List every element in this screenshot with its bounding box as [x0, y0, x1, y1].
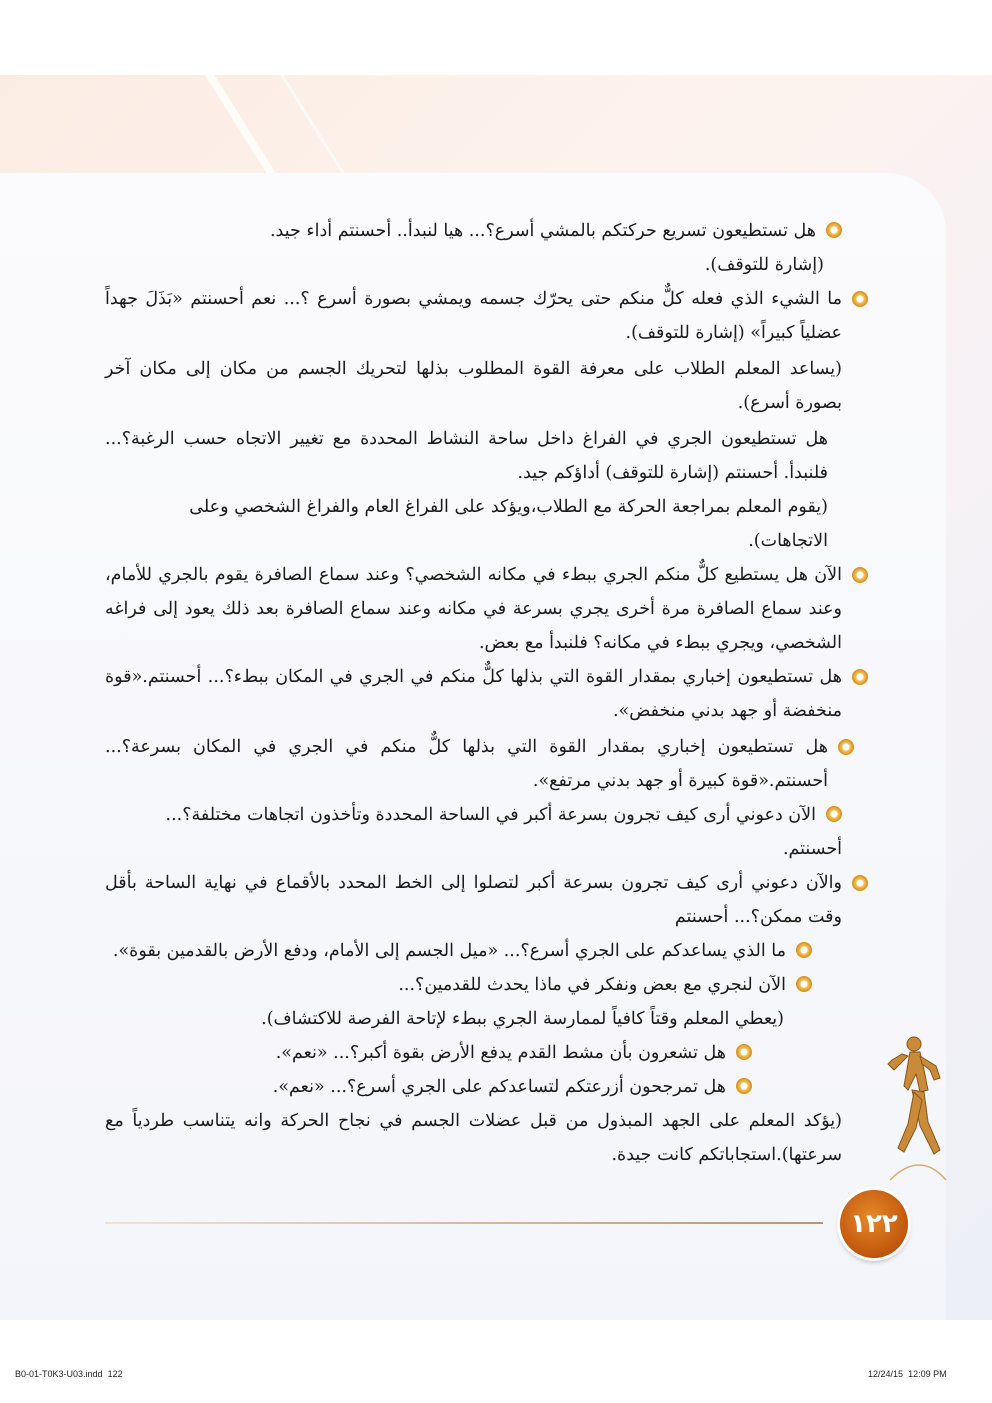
bullet-icon	[852, 669, 868, 685]
print-slug-file: B0-01-T0K3-U03.indd 122	[15, 1369, 123, 1379]
paragraph: هل تستطيعون إخباري بمقدار القوة التي بذلها كلٌّ منكم في الجري في المكان بسرعة؟... أحسنتم.«قوة كبيرة أو جهد بدني مرتفع».	[105, 730, 842, 798]
lesson-text	[105, 214, 842, 1172]
paragraph: (يساعد المعلم الطلاب على معرفة القوة المطلوب بذلها لتحريك الجسم من مكان إلى مكان آخر بصورة أسرع).	[105, 359, 842, 413]
paragraph: الآن لنجري مع بعض ونفكر في ماذا يحدث للقدمين؟...	[105, 968, 842, 1002]
bullet-icon	[852, 291, 868, 307]
page-number-badge: ١٢٢	[840, 1190, 908, 1258]
bullet-icon	[736, 1078, 752, 1094]
paragraph: (يعطي المعلم وقتاً كافياً لممارسة الجري ببطء لإتاحة الفرصة للاكتشاف).	[261, 1009, 784, 1029]
print-slug-date: 12/24/15 12:09 PM	[868, 1369, 947, 1379]
paragraph: الآن دعوني أرى كيف تجرون بسرعة أكبر في الساحة المحددة وتأخذون اتجاهات مختلفة؟... أحسنتم.	[165, 805, 842, 859]
paragraph: هل تمرجحون أزرعتكم لتساعدكم على الجري أسرع؟... «نعم».	[105, 1070, 842, 1104]
paragraph: الآن هل يستطيع كلٌّ منكم الجري ببطء في مكانه الشخصي؟ وعند سماع الصافرة يقوم بالجري للأمام، وعند سماع الصافرة مرة أخرى يجري بسرعة في مكانه وعند سماع الصافرة بعد ذلك يعود إلى فراغه الشخصي، ويجري ببطء في مكانه؟ فلنبدأ مع بعض.	[105, 558, 842, 660]
bullet-icon	[826, 806, 842, 822]
bullet-icon	[796, 942, 812, 958]
runner-icon	[880, 1030, 950, 1190]
footer-rule	[105, 1222, 823, 1224]
paragraph: والآن دعوني أرى كيف تجرون بسرعة أكبر لتصلوا إلى الخط المحدد بالأقماع في نهاية الساحة بأقل وقت ممكن؟... أحسنتم	[105, 866, 842, 934]
paragraph: (إشارة للتوقف).	[704, 255, 824, 275]
paragraph: هل تشعرون بأن مشط القدم يدفع الأرض بقوة أكبر؟... «نعم».	[105, 1036, 842, 1070]
paragraph: ما الذي يساعدكم على الجري أسرع؟... «ميل الجسم إلى الأمام، ودفع الأرض بالقدمين بقوة».	[105, 934, 842, 968]
bullet-icon	[852, 875, 868, 891]
paragraph: (يؤكد المعلم على الجهد المبذول من قبل عضلات الجسم في نجاح الحركة وانه يتناسب طردياً مع سرعتها).استجاباتكم كانت جيدة.	[105, 1111, 842, 1165]
bullet-icon	[852, 567, 868, 583]
bullet-icon	[796, 976, 812, 992]
paragraph: هل تستطيعون الجري في الفراغ داخل ساحة النشاط المحددة مع تغيير الاتجاه حسب الرغبة؟... فلنبدأ. أحسنتم (إشارة للتوقف) أداؤكم جيد.	[105, 429, 828, 483]
paragraph: هل تستطيعون إخباري بمقدار القوة التي بذلها كلٌّ منكم في الجري في المكان ببطء؟... أحسنتم.«قوة منخفضة أو جهد بدني منخفض».	[105, 660, 842, 728]
paragraph: ما الشيء الذي فعله كلٌّ منكم حتى يحرّك جسمه ويمشي بصورة أسرع ؟... نعم أحسنتم «بَذَلَ جهداً عضلياً كبيراً» (إشارة للتوقف).	[105, 282, 842, 350]
bullet-icon	[736, 1044, 752, 1060]
bullet-icon	[826, 222, 842, 238]
bullet-icon	[838, 739, 854, 755]
paragraph: هل تستطيعون تسريع حركتكم بالمشي أسرع؟... هيا لنبدأ.. أحسنتم أداء جيد.	[105, 214, 842, 248]
paragraph: (يقوم المعلم بمراجعة الحركة مع الطلاب،ويؤكد على الفراغ العام والفراغ الشخصي وعلى الاتجاهات).	[189, 497, 828, 551]
